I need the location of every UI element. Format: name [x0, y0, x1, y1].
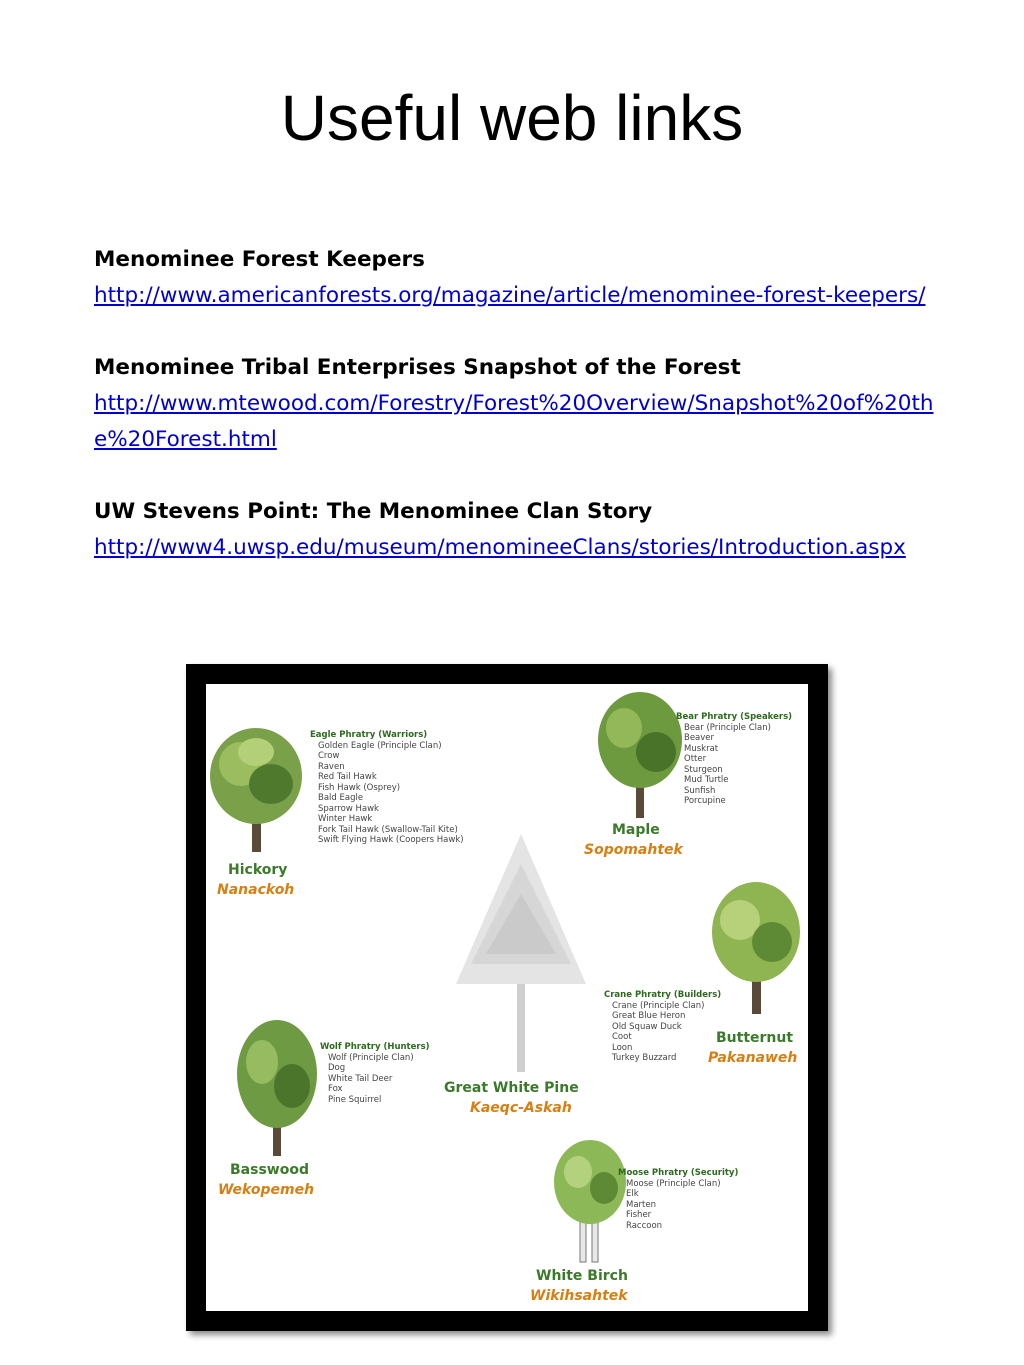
phratry-title: Crane Phratry (Builders) — [604, 990, 722, 1000]
wolf-phratry — [320, 1042, 430, 1105]
clan-item: Porcupine — [684, 796, 726, 806]
clan-item: Muskrat — [684, 743, 719, 754]
slide-title: Useful web links — [280, 82, 744, 154]
tree-native-name: Kaeqc-Askah — [470, 1100, 572, 1116]
clan-item: Coot — [612, 1032, 632, 1042]
clan-item: Red Tail Hawk — [318, 772, 377, 782]
link-url[interactable]: http://www.americanforests.org/magazine/article/menominee-forest-keepers/ — [94, 283, 926, 308]
clan-item: Old Squaw Duck — [612, 1021, 682, 1032]
tree-name: Great White Pine — [444, 1080, 579, 1096]
clan-item: Great Blue Heron — [612, 1011, 686, 1021]
clan-item: Sunfish — [684, 785, 716, 796]
tree-name: Hickory — [228, 862, 288, 878]
phratry-title: Bear Phratry (Speakers) — [676, 712, 793, 722]
clan-item: Fisher — [626, 1210, 652, 1220]
clan-item: Fish Hawk (Osprey) — [318, 782, 401, 793]
clan-item: Bear (Principle Clan) — [684, 722, 771, 733]
clan-item: Fork Tail Hawk (Swallow-Tail Kite) — [318, 824, 458, 835]
clan-item: Bald Eagle — [318, 793, 364, 803]
clan-item: Raven — [318, 761, 345, 772]
clan-item: Otter — [684, 754, 707, 764]
clan-item: Moose (Principle Clan) — [626, 1178, 721, 1189]
hickory-tree-icon — [206, 724, 306, 854]
clan-item: Pine Squirrel — [328, 1094, 382, 1105]
clan-item: Crane (Principle Clan) — [612, 1000, 705, 1011]
clan-item: Fox — [328, 1084, 343, 1094]
phratry-title: Wolf Phratry (Hunters) — [320, 1042, 430, 1052]
butternut-tree-icon — [708, 880, 804, 1016]
clan-item: Mud Turtle — [684, 775, 729, 785]
crane-phratry — [604, 990, 721, 1064]
tree-name: Maple — [612, 822, 660, 838]
clan-item: Loon — [612, 1042, 633, 1053]
clan-item: Beaver — [684, 733, 715, 743]
clan-item: Sparrow Hawk — [318, 803, 379, 814]
tree-name: Basswood — [230, 1162, 309, 1178]
clan-item: Dog — [328, 1063, 346, 1073]
link-block — [94, 242, 934, 314]
clan-item: Turkey Buzzard — [612, 1053, 677, 1063]
clan-item: White Tail Deer — [328, 1073, 393, 1084]
tree-name: White Birch — [536, 1268, 628, 1284]
clan-trees-figure — [186, 664, 828, 1331]
clan-item: Raccoon — [626, 1220, 663, 1231]
bear-phratry — [676, 712, 792, 807]
phratry-title: Moose Phratry (Security) — [618, 1168, 739, 1178]
tree-native-name: Wikihsahtek — [530, 1288, 628, 1304]
tree-native-name: Wekopemeh — [218, 1182, 315, 1198]
maple-tree-icon — [594, 690, 686, 820]
link-heading: UW Stevens Point: The Menominee Clan Story — [94, 499, 653, 524]
moose-phratry — [618, 1168, 738, 1231]
link-heading: Menominee Tribal Enterprises Snapshot of the Forest — [94, 355, 741, 380]
clan-item: Wolf (Principle Clan) — [328, 1052, 414, 1063]
clan-item: Marten — [626, 1199, 656, 1210]
tree-native-name: Nanackoh — [217, 882, 295, 898]
links-list — [94, 242, 934, 602]
clan-item: Golden Eagle (Principle Clan) — [318, 740, 442, 751]
link-url[interactable]: http://www4.uwsp.edu/museum/menomineeClans/stories/Introduction.aspx — [94, 535, 906, 560]
pine-tree-icon — [446, 834, 596, 1074]
tree-name: Butternut — [716, 1030, 794, 1046]
basswood-tree-icon — [232, 1018, 322, 1158]
clan-item: Sturgeon — [684, 764, 723, 775]
link-url[interactable]: http://www.mtewood.com/Forestry/Forest%20Overview/Snapshot%20of%20the%20Forest.html — [94, 391, 934, 452]
link-block — [94, 494, 934, 566]
tree-native-name: Sopomahtek — [584, 842, 683, 858]
clan-item: Swift Flying Hawk (Coopers Hawk) — [318, 835, 464, 845]
link-block — [94, 350, 934, 458]
clan-trees-canvas — [206, 684, 808, 1311]
phratry-title: Eagle Phratry (Warriors) — [310, 730, 428, 740]
tree-native-name: Pakanaweh — [708, 1050, 798, 1066]
eagle-phratry — [310, 730, 464, 846]
clan-item: Winter Hawk — [318, 814, 373, 824]
link-heading: Menominee Forest Keepers — [94, 247, 425, 272]
clan-item: Elk — [626, 1189, 639, 1199]
clan-item: Crow — [318, 751, 340, 761]
